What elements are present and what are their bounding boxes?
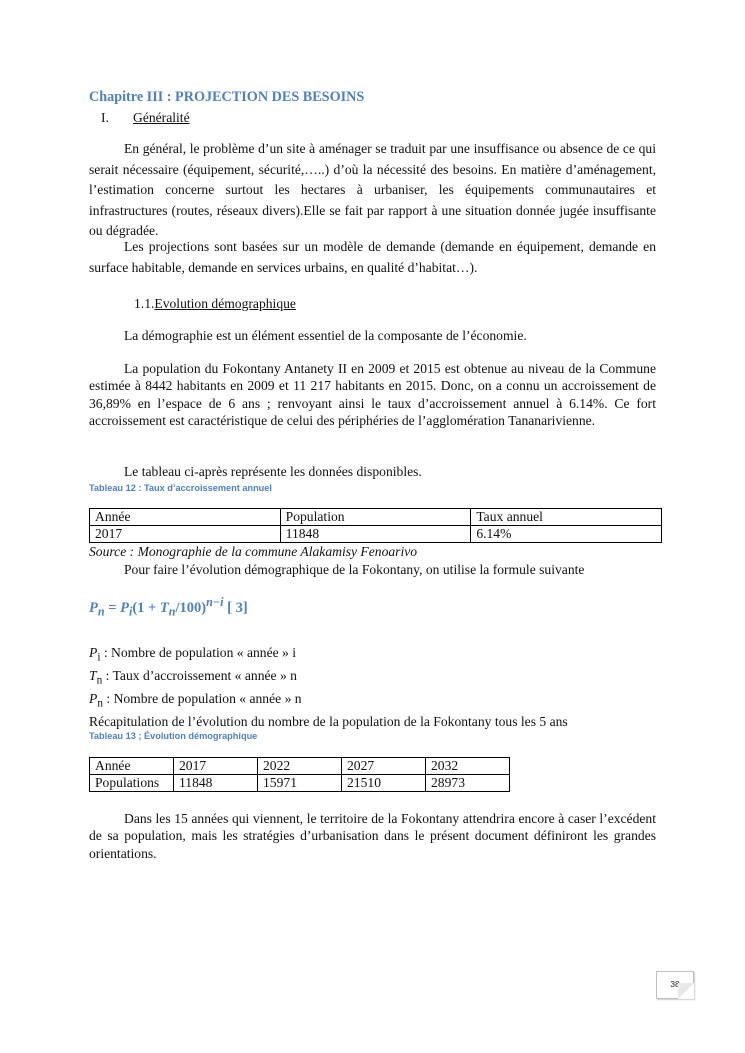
paragraph-conclusion: Dans les 15 années qui viennent, le territoire de la Fokontany attendrira encore à caser l’excédent de sa population, mais les stratégies d’urbanisation dans le présent document définiront les grandes orientations. <box>89 811 656 861</box>
table-header-row <box>90 758 510 775</box>
page-number <box>656 971 694 999</box>
formula-lhs: P <box>89 599 98 616</box>
definition-item <box>89 667 302 690</box>
formula-t-sub: n <box>168 604 176 619</box>
table-cell: 11848 <box>280 526 471 543</box>
section-number: I. <box>101 110 109 125</box>
formula-paren-open: (1 + <box>132 599 160 616</box>
table-header-cell: 2027 <box>342 758 426 775</box>
source-note: Source : Monographie de la commune Alakamisy Fenoarivo <box>89 544 418 559</box>
table-row <box>90 526 662 543</box>
page-number-text: 38 <box>670 979 680 989</box>
formula-t: T <box>159 599 169 616</box>
section-heading <box>101 110 190 126</box>
table-cell: 28973 <box>426 775 510 792</box>
definition-subscript: n <box>96 674 103 687</box>
definition-item <box>89 644 302 667</box>
table-header-cell: Année <box>90 758 174 775</box>
table-header-cell: 2022 <box>258 758 342 775</box>
definition-item <box>89 690 302 713</box>
table-taux-accroissement <box>89 508 662 543</box>
formula-ref: [ 3] <box>223 599 248 616</box>
paragraph-intro: En général, le problème d’un site à aménager se traduit par une insuffisance ou absence de ce qui serait nécessaire (équipement, sécurité,…..) d’où la nécessité des besoins. En matière d’aménagement, l’estimation concerne surtout les hectares à urbaniser, les équipements communautaires et infrastructures (routes, réseaux divers).Elle se fait par rapport à une situation donnée jugée insuffisante ou dégradée. <box>89 141 656 238</box>
formula-div: /100) <box>175 599 207 616</box>
table-header-cell: Population <box>280 509 471 526</box>
section-title: Généralité <box>133 110 190 125</box>
definition-text: : Nombre de population « année » i <box>103 645 297 660</box>
definition-subscript: i <box>97 651 101 664</box>
chapter-title: Chapitre III : PROJECTION DES BESOINS <box>89 89 365 105</box>
formula-lhs-sub: n <box>97 604 105 619</box>
table-cell: 6.14% <box>471 526 662 543</box>
subsection-title: Evolution démographique <box>154 296 296 311</box>
table-header-cell: Taux annuel <box>471 509 662 526</box>
formula-definitions <box>89 644 302 713</box>
definition-text: : Nombre de population « année » n <box>106 691 302 707</box>
subsection-heading <box>134 296 296 312</box>
table-cell: Populations <box>90 775 174 792</box>
table-evolution-demographique <box>89 757 510 792</box>
paragraph-demographie: La démographie est un élément essentiel de la composante de l’économie. <box>124 328 527 343</box>
formula-p-sub: i <box>128 604 133 619</box>
paragraph-tableau-intro: Le tableau ci-après représente les données disponibles. <box>124 464 422 479</box>
subsection-number: 1.1. <box>134 296 155 311</box>
table-cell: 15971 <box>258 775 342 792</box>
formula <box>89 595 248 620</box>
table13-caption: Tableau 13 ; Évolution démographique <box>89 731 258 741</box>
recap-text: Récapitulation de l’évolution du nombre de la population de la Fokontany tous les 5 ans <box>89 714 568 729</box>
table12-caption: Tableau 12 : Taux d’accroissement annuel <box>89 483 272 493</box>
table-header-row <box>90 509 662 526</box>
paragraph-population: La population du Fokontany Antanety II en 2009 et 2015 est obtenue au niveau de la Commune estimée à 8442 habitants en 2009 et 11 217 habitants en 2015. Donc, on a connu un accroissement de 36,89% en l’espace de 6 ans ; renvoyant ainsi le taux d’accroissement annuel à 6.14%. Ce fort accroissement est caractéristique de celui des périphéries de l’agglomération Tananarivienne. <box>89 361 656 428</box>
table-cell: 2017 <box>90 526 281 543</box>
formula-exp: n−i <box>206 595 224 609</box>
table-header-cell: Année <box>90 509 281 526</box>
table-cell: 21510 <box>342 775 426 792</box>
definition-text: : Taux d’accroissement « année » n <box>105 668 297 684</box>
definition-symbol: T <box>89 668 97 684</box>
definition-subscript: n <box>97 697 103 710</box>
table-row <box>90 775 510 792</box>
page-corner-fold-icon <box>678 983 694 999</box>
formula-p: P <box>120 599 129 616</box>
paragraph-formule-intro: Pour faire l’évolution démographique de la Fokontany, on utilise la formule suivante <box>124 562 585 577</box>
table-header-cell: 2032 <box>426 758 510 775</box>
table-header-cell: 2017 <box>174 758 258 775</box>
formula-eq: = <box>104 599 121 616</box>
table-cell: 11848 <box>174 775 258 792</box>
paragraph-projections: Les projections sont basées sur un modèle de demande (demande en équipement, demande en surface habitable, demande en services urbains, en qualité d’habitat…). <box>89 239 656 275</box>
definition-symbol: P <box>89 645 98 660</box>
definition-symbol: P <box>89 691 98 707</box>
